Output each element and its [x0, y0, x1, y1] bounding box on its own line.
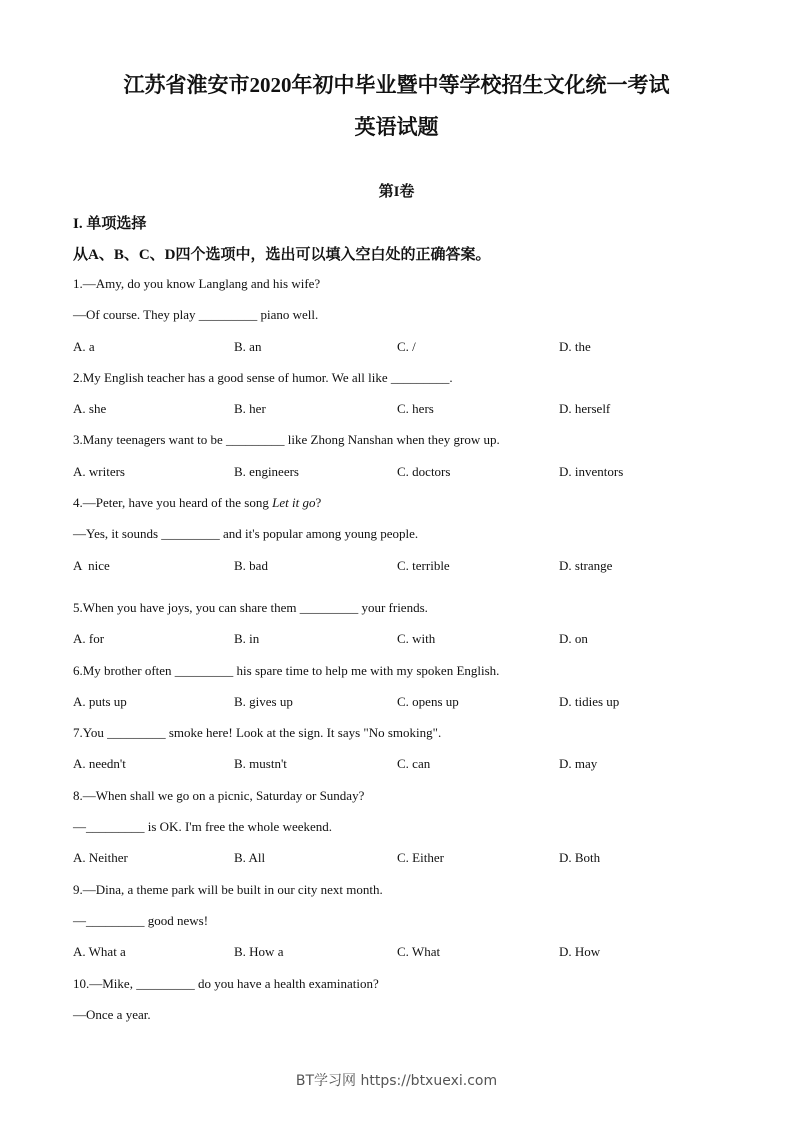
- option-d: D. herself: [559, 401, 611, 417]
- question-2: [73, 368, 753, 431]
- option-d: D. inventors: [559, 463, 624, 479]
- option-b: B. All: [234, 850, 266, 866]
- question-4: [73, 493, 753, 587]
- option-b: B. bad: [234, 557, 268, 573]
- question-10: [73, 974, 753, 1037]
- question-line: 2.My English teacher has a good sense of humor. We all like _________.: [73, 369, 453, 385]
- option-d: D. the: [559, 338, 591, 354]
- options-row: [73, 754, 753, 785]
- question-3: [73, 430, 753, 493]
- option-b: B. her: [234, 401, 266, 417]
- option-c: C. doctors: [397, 463, 451, 479]
- question-line: 4.—Peter, have you heard of the song Let it go?: [73, 495, 322, 511]
- section-title: I. 单项选择: [73, 216, 147, 232]
- option-c: C. /: [397, 338, 416, 354]
- question-line: —Yes, it sounds _________ and it's popular among young people.: [73, 526, 419, 542]
- option-a: A. needn't: [73, 756, 126, 772]
- question-line: 10.—Mike, _________ do you have a health examination?: [73, 975, 379, 991]
- question-line: 6.My brother often _________ his spare time to help me with my spoken English.: [73, 662, 500, 678]
- option-c: C. can: [397, 756, 431, 772]
- question-line: 3.Many teenagers want to be _________ like Zhong Nanshan when they grow up.: [73, 432, 500, 448]
- option-d: D. How: [559, 944, 601, 960]
- question-line: 8.—When shall we go on a picnic, Saturday or Sunday?: [73, 787, 365, 803]
- option-c: C. hers: [397, 401, 434, 417]
- options-row: [73, 629, 753, 660]
- option-a: A. she: [73, 401, 107, 417]
- question-line: 1.—Amy, do you know Langlang and his wife?: [73, 276, 321, 291]
- option-c: C. terrible: [397, 557, 450, 573]
- option-a: A. for: [73, 631, 105, 647]
- option-d: D. tidies up: [559, 693, 620, 709]
- question-1: [73, 274, 753, 368]
- option-a: A nice: [73, 557, 110, 573]
- option-c: C. What: [397, 944, 441, 960]
- option-d: D. on: [559, 631, 588, 647]
- exam-title: 江苏省淮安市2020年初中毕业暨中等学校招生文化统一考试: [123, 73, 670, 97]
- option-b: B. mustn't: [234, 756, 287, 772]
- footer-watermark: BT学习网 https://btxuexi.com: [295, 1073, 498, 1089]
- options-row: [73, 462, 753, 493]
- option-d: D. strange: [559, 557, 613, 573]
- option-a: A. writers: [73, 463, 125, 479]
- option-a: A. What a: [73, 944, 126, 960]
- volume-label: 第I卷: [378, 184, 415, 200]
- option-b: B. in: [234, 631, 260, 647]
- exam-subtitle: 英语试题: [354, 115, 439, 139]
- options-row: [73, 692, 753, 723]
- options-row: [73, 556, 753, 587]
- question-line: —_________ good news!: [73, 912, 209, 928]
- options-row: [73, 848, 753, 879]
- option-c: C. Either: [397, 850, 444, 866]
- option-b: B. gives up: [234, 693, 293, 709]
- question-line: 7.You _________ smoke here! Look at the sign. It says "No smoking".: [73, 725, 442, 741]
- question-9: [73, 880, 753, 974]
- option-c: C. opens up: [397, 693, 459, 709]
- option-a: A. a: [73, 338, 95, 354]
- question-line: —Once a year.: [73, 1006, 151, 1022]
- question-6: [73, 661, 753, 724]
- question-8: [73, 786, 753, 880]
- section-instruction: 从A、B、C、D四个选项中，选出可以填入空白处的正确答案。: [73, 247, 491, 263]
- options-row: [73, 337, 753, 368]
- question-line: —_________ is OK. I'm free the whole weekend.: [73, 819, 333, 835]
- question-7: [73, 723, 753, 786]
- option-a: A. Neither: [73, 850, 128, 866]
- question-line: —Of course. They play _________ piano well.: [73, 307, 319, 323]
- options-row: [73, 399, 753, 430]
- option-a: A. puts up: [73, 693, 127, 709]
- option-b: B. an: [234, 338, 262, 354]
- question-list: [73, 274, 753, 1036]
- question-line: 9.—Dina, a theme park will be built in our city next month.: [73, 881, 383, 897]
- option-d: D. may: [559, 756, 598, 772]
- option-b: B. How a: [234, 944, 284, 960]
- question-line: 5.When you have joys, you can share them _________ your friends.: [73, 599, 428, 615]
- question-5: [73, 598, 753, 661]
- option-b: B. engineers: [234, 463, 299, 479]
- option-d: D. Both: [559, 850, 601, 866]
- options-row: [73, 942, 753, 973]
- option-c: C. with: [397, 631, 436, 647]
